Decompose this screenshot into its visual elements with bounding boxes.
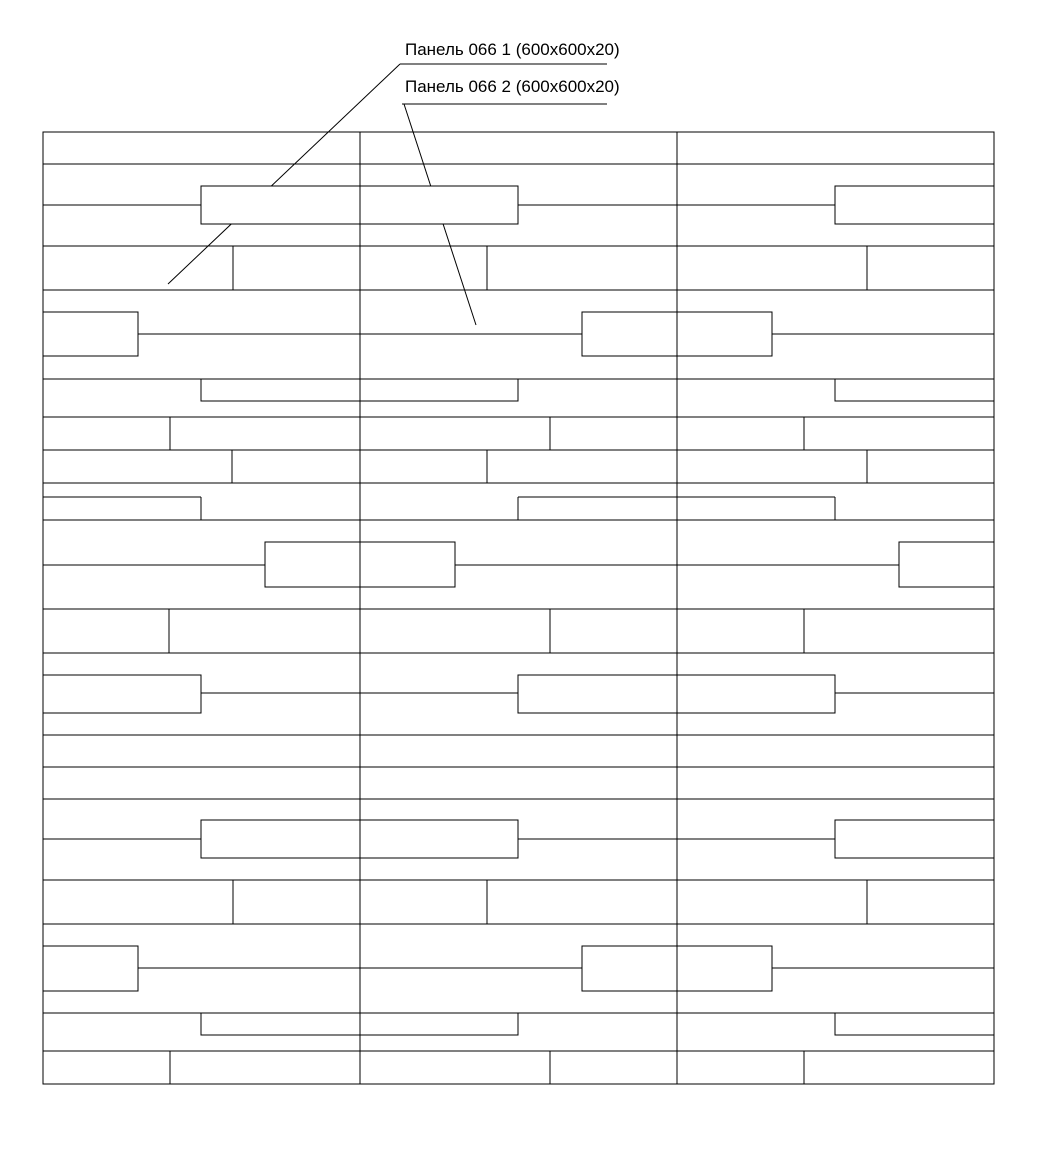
band-8 bbox=[43, 542, 994, 587]
row-lines bbox=[43, 164, 994, 1051]
band-4 bbox=[201, 379, 994, 417]
band-9 bbox=[169, 609, 804, 653]
band-11 bbox=[43, 820, 994, 858]
band-3 bbox=[43, 312, 994, 356]
callout-1-label: Панель 066 1 (600x600x20) bbox=[405, 40, 620, 59]
band-14 bbox=[201, 1013, 994, 1051]
panel-box bbox=[835, 379, 994, 401]
panel-box bbox=[899, 542, 994, 587]
band-6 bbox=[232, 450, 867, 483]
band-1 bbox=[43, 186, 994, 224]
panel-box bbox=[43, 946, 138, 991]
band-13 bbox=[43, 946, 994, 991]
callout-2-label: Панель 066 2 (600x600x20) bbox=[405, 77, 620, 96]
band-12 bbox=[233, 880, 867, 924]
panel-box bbox=[835, 186, 994, 224]
panel-box bbox=[835, 820, 994, 858]
band-15 bbox=[170, 1051, 804, 1084]
band-5 bbox=[170, 417, 804, 450]
band-10 bbox=[43, 675, 994, 713]
band-7 bbox=[43, 497, 835, 520]
panel-box bbox=[835, 1013, 994, 1035]
callout-1-leader bbox=[168, 64, 400, 284]
band-2 bbox=[233, 246, 867, 290]
panel-box bbox=[43, 312, 138, 356]
drawing-frame bbox=[43, 132, 994, 1084]
panel-box bbox=[43, 675, 201, 713]
